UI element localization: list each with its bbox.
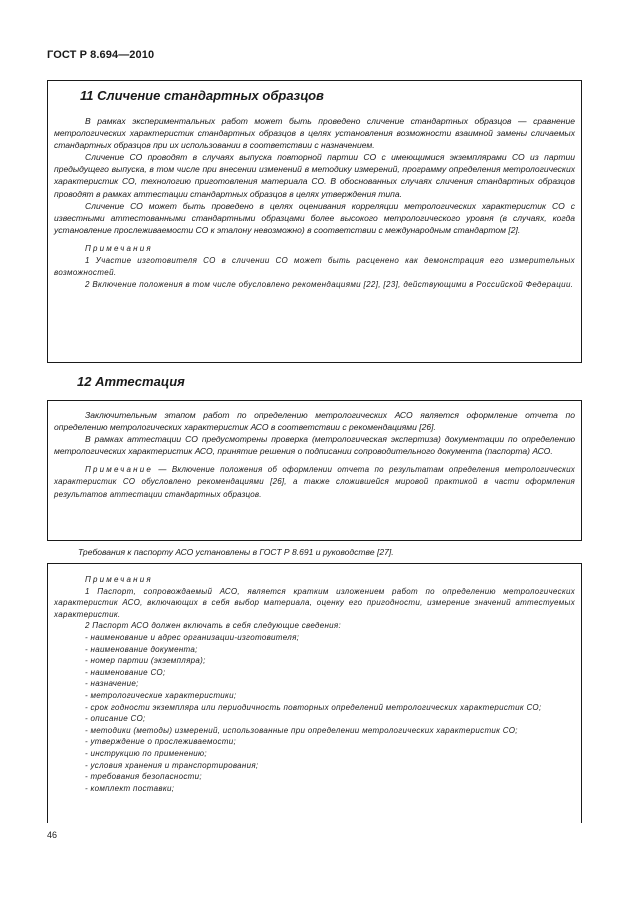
list-item: - требования безопасности; [85,772,202,782]
section-11-box [47,80,582,363]
note: 1 Участие изготовителя СО в сличении СО может быть расценено как демонстрация его измерительных возможностей. [54,256,575,278]
notes-label: Примечания [85,575,153,584]
notes-label: Примечания [85,243,153,253]
paragraph: Заключительным этапом работ по определению метрологических АСО является оформление отчета по определению метрологических характеристик АСО в соответствии с рекомендациями [26]. [54,410,575,433]
requirements-line: Требования к паспорту АСО установлены в ГОСТ Р 8.691 и руководстве [27]. [78,547,394,557]
paragraph: В рамках экспериментальных работ может быть проведено сличение стандартных образцов — сравнение метрологических характеристик стандартных образцов в целях установления возможности взаимной замены сличаемых стандартных образцов при их использовании в соответствии с назначением. [54,116,575,151]
list-item: - комплект поставки; [85,783,175,793]
list-item: - срок годности экземпляра или периодичность повторных определений метрологических характеристик СО; [85,702,542,712]
paragraph: Сличение СО проводят в случаях выпуска повторной партии СО с имеющимися экземплярами СО из партии предыдущего выпуска, в том числе при внесении изменений в методику измерений, программу определения метрологических характеристик СО, технологию приготовления материала СО. В обоснованных случаях сличения стандартных образцов проводят в рамках аттестации стандартных образцов в целях утверждения типа. [54,152,575,199]
list-item: - наименование СО; [85,667,166,677]
list-item: - метрологические характеристики; [85,690,237,700]
document-header: ГОСТ Р 8.694—2010 [47,49,155,61]
section-11-title: 11 Сличение стандартных образцов [80,88,324,103]
paragraph: Сличение СО может быть проведено в целях оценивания корреляции метрологических характеристик СО с известными аттестованными стандартными образцами более высокого метрологического уровня (в случаях, когда установление прослеживаемости СО к эталону невозможно) в соответствии с международным стандартом [2]. [54,200,575,235]
list-item: - номер партии (экземпляра); [85,656,206,666]
note: 2 Паспорт АСО должен включать в себя следующие сведения: [85,621,341,631]
list-item: - наименование и адрес организации-изготовителя; [85,632,300,642]
list-item: - условия хранения и транспортирования; [85,760,259,770]
note: 2 Включение положения в том числе обусловлено рекомендациями [22], [23], действующими в Российской Федерации. [85,280,574,290]
paragraph: В рамках аттестации СО предусмотрены проверка (метрологическая экспертиза) документации по определению метрологических характеристик АСО, принятие решения о подписании сопроводительного документа (паспорта) АСО. [54,434,575,457]
note [54,464,575,500]
list-item: - методики (методы) измерений, использованные при определении метрологических характеристик СО; [85,725,518,735]
list-item: - утверждение о прослеживаемости; [85,737,237,747]
list-item: - описание СО; [85,714,146,724]
note-text: — Включение положения об оформлении отчета по результатам определения метрологических характеристик СО обусловлено рекомендациями [26], а также сложившейся мировой практикой в части оформления результатов аттестации стандартных образцов. [54,465,575,499]
section-12-title: 12 Аттестация [77,374,185,389]
section-12-box [47,400,582,541]
page-number: 46 [47,830,58,840]
list-item: - назначение; [85,679,139,689]
note: 1 Паспорт, сопровождаемый АСО, является кратким изложением работ по определению метрологических характеристик АСО, включающих в себя выбор материала, оценку его пригодности, измерение значений аттестуемых характеристик. [54,586,575,619]
passport-notes-box [47,563,582,823]
note-label: Примечание [85,465,154,475]
list-item: - наименование документа; [85,644,198,654]
list-item: - инструкцию по применению; [85,748,207,758]
